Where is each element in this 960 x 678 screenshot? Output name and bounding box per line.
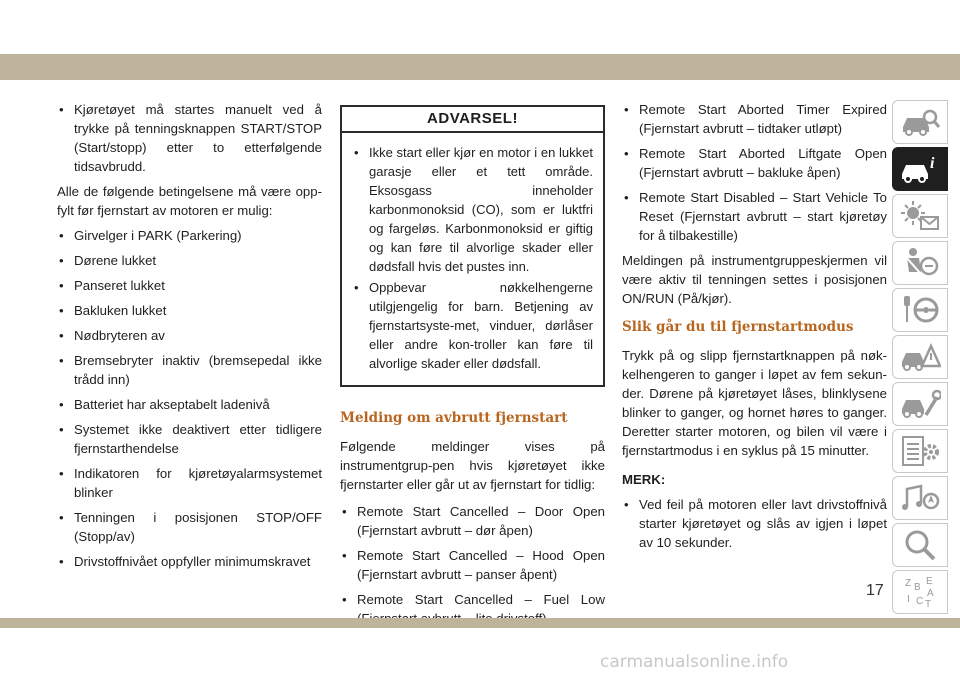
car-magnifier-icon	[899, 105, 941, 139]
tab-servicing[interactable]	[892, 382, 948, 426]
tab-customer-assistance[interactable]	[892, 523, 948, 567]
magnifier-icon	[899, 528, 941, 562]
index-letter: A	[927, 588, 934, 599]
tab-specifications[interactable]	[892, 429, 948, 473]
tab-warning-lights[interactable]	[892, 194, 948, 238]
page-number: 17	[866, 582, 884, 599]
list-item: • Ikke start eller kjør en motor i en lukket garasje eller et tett område. Eksosgass inneholder karbonmonoksid (CO), som er luktfri og fargeløs. Karbonmonoksid er giftig og kan føre til alvorlige skader eller dødsfall hvis det pustes inn.	[352, 143, 593, 276]
section-heading: Slik går du til fjernstartmodus	[622, 319, 854, 335]
tab-emergency[interactable]	[892, 335, 948, 379]
list-item: • Kjøretøyet må startes manuelt ved å trykke på tenningsknappen START/STOP (Start/stopp) etter to etterfølgende tidsavbrudd.	[57, 100, 322, 176]
list-item: • Remote Start Cancelled – Hood Open (Fjernstart avbrutt – panser åpent)	[340, 546, 605, 584]
conditions-list	[57, 226, 322, 571]
section-heading: Melding om avbrutt fjernstart	[340, 410, 568, 426]
section-intro: Følgende meldinger vises på instrumentgrup-pen hvis kjøretøyet ikke fjernstarter eller går ut av fjernstart for tidlig:	[340, 439, 605, 492]
car-wrench-icon	[899, 387, 941, 421]
tab-car-info[interactable]	[892, 147, 948, 191]
list-item: • Drivstoffnivået oppfyller minimumskravet	[57, 552, 322, 571]
tab-index[interactable]	[892, 570, 948, 614]
display-note: Meldingen på instrumentgruppeskjermen vil være aktiv til tenningen settes i posisjonen ON/RUN (På/kjør).	[622, 253, 887, 306]
index-letter: Z	[905, 578, 912, 589]
warning-light-envelope-icon	[899, 199, 941, 233]
list-item: • Systemet ikke deaktivert etter tidligere fjernstarthendelse	[57, 420, 322, 458]
list-item: • Batteriet har akseptabelt ladenivå	[57, 395, 322, 414]
tab-starting-operating[interactable]	[892, 288, 948, 332]
car-warning-triangle-icon	[899, 340, 941, 374]
bullet-list-top	[57, 100, 322, 176]
list-gear-icon	[899, 434, 941, 468]
music-navigation-icon	[899, 481, 941, 515]
column-left	[57, 100, 322, 575]
list-item: • Remote Start Cancelled – Fuel Low	[340, 590, 605, 628]
tab-safety[interactable]	[892, 241, 948, 285]
list-item: • Remote Start Cancelled – Door Open (Fjernstart avbrutt – dør åpen)	[340, 502, 605, 540]
alphabet-index-icon	[899, 575, 941, 609]
list-item: • Remote Start Disabled – Start Vehicle To Reset (Fjernstart avbrutt – start kjøretøy for å tilbakestille)	[622, 188, 887, 245]
list-item: • Bakluken lukket	[57, 301, 322, 320]
key-steering-wheel-icon	[899, 293, 941, 327]
car-info-icon	[899, 152, 941, 186]
warning-list	[352, 143, 593, 373]
list-item: • Nødbryteren av	[57, 326, 322, 345]
seatbelt-airbag-icon	[899, 246, 941, 280]
index-letter: I	[907, 594, 910, 605]
index-letter: B	[914, 582, 921, 593]
note-label: MERK:	[622, 472, 666, 487]
column-right	[622, 100, 887, 556]
column-middle	[340, 105, 605, 632]
footer-bar	[0, 618, 960, 628]
watermark: carmanualsonline.info	[600, 652, 789, 672]
section-body: Trykk på og slipp fjernstartknappen på nøk-kelhengeren to ganger i løpet av fem sekun-der. Dørene på kjøretøyet låses, blinklysene blinker to ganger, og hornet høres to ganger. Deretter starter motoren, og bilen vil være i fjernstartmodus i en syklus på 15 minutter.	[622, 348, 887, 458]
svg-text:i: i	[930, 155, 935, 172]
warning-body	[342, 133, 603, 385]
chapter-tabs	[892, 100, 948, 617]
list-item: • Remote Start Aborted Timer Expired (Fjernstart avbrutt – tidtaker utløpt)	[622, 100, 887, 138]
list-item: • Bremsebryter inaktiv (bremsepedal ikke trådd inn)	[57, 351, 322, 389]
list-item: • Dørene lukket	[57, 251, 322, 270]
message-list-continued	[622, 100, 887, 245]
message-list	[340, 502, 605, 628]
tab-multimedia[interactable]	[892, 476, 948, 520]
index-letter: E	[926, 576, 933, 587]
list-item: • Indikatoren for kjøretøyalarmsystemet blinker	[57, 464, 322, 502]
index-letter: C	[916, 596, 924, 607]
tab-car-magnifier[interactable]	[892, 100, 948, 144]
list-item: • Panseret lukket	[57, 276, 322, 295]
list-item: • Tenningen i posisjonen STOP/OFF (Stopp/av)	[57, 508, 322, 546]
header-bar	[0, 54, 960, 80]
list-item: • Girvelger i PARK (Parkering)	[57, 226, 322, 245]
index-letter: T	[925, 599, 932, 609]
list-item: • Oppbevar nøkkelhengerne utilgjengelig for barn. Betjening av fjernstartsyste-met, vinduer, dørlåser eller andre kon-troller kan føre til alvorlige skader eller dødsfall.	[352, 278, 593, 373]
warning-box	[340, 105, 605, 387]
conditions-intro: Alle de følgende betingelsene må være opp-fylt før fjernstart av motoren er mulig:	[57, 184, 322, 218]
list-item: • Remote Start Aborted Liftgate Open (Fjernstart avbrutt – bakluke åpen)	[622, 144, 887, 182]
note-list	[622, 495, 887, 552]
list-item: • Ved feil på motoren eller lavt drivstoffnivå starter kjøretøyet og slås av igjen i løpet av 10 sekunder.	[622, 495, 887, 552]
warning-title: ADVARSEL!	[342, 107, 603, 133]
